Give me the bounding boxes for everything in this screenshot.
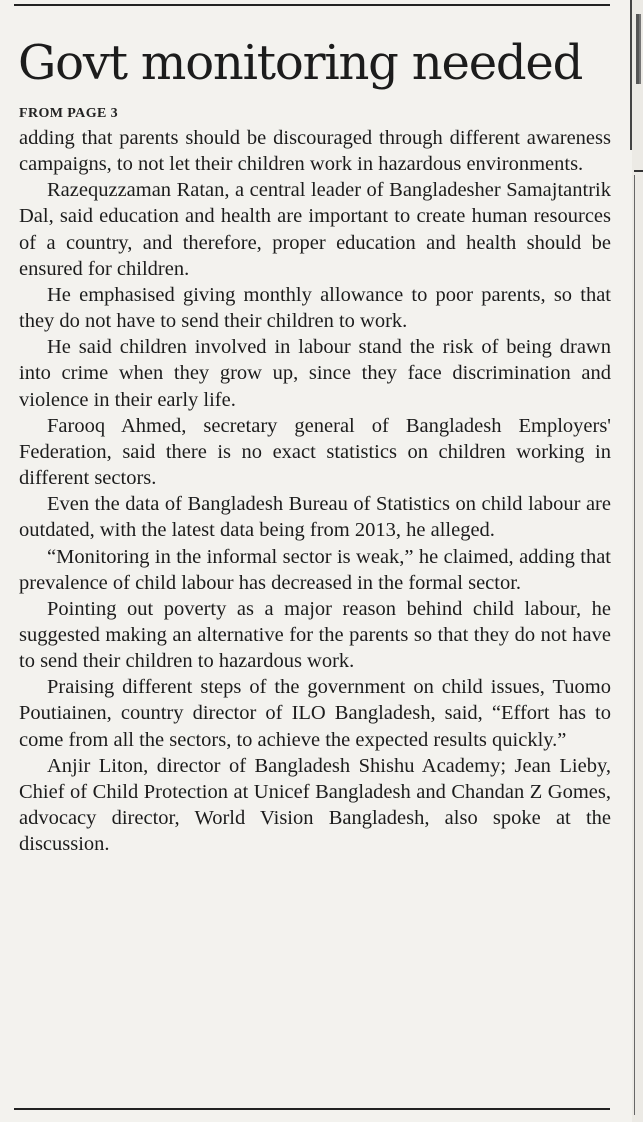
paragraph: Praising different steps of the government on child issues, Tuomo Poutiainen, country director of ILO Bangladesh, said, “Effort has to come from all the sectors, to achieve the expected results quickly.” — [19, 676, 611, 751]
paragraph: Farooq Ahmed, secretary general of Bangladesh Employers' Federation, said there is no exact statistics on children working in different sectors. — [19, 414, 611, 490]
bottom-rule — [14, 1108, 610, 1110]
adjacent-column-fragment — [636, 14, 641, 84]
jump-label: FROM PAGE 3 — [19, 106, 119, 121]
paragraph: Anjir Liton, director of Bangladesh Shishu Academy; Jean Lieby, Chief of Child Protection at Unicef Bangladesh and Chandan Z Gomes, advocacy director, World Vision Bangladesh, also spoke at the discussion. — [19, 754, 611, 856]
paragraph: Even the data of Bangladesh Bureau of Statistics on child labour are outdated, with the latest data being from 2013, he alleged. — [19, 493, 611, 542]
paragraph: He said children involved in labour stand the risk of being drawn into crime when they grow up, since they face discrimination and violence in their early life. — [19, 336, 611, 411]
adjacent-column-rule — [634, 170, 643, 172]
paragraph: “Monitoring in the informal sector is weak,” he claimed, adding that prevalence of child labour has decreased in the formal sector. — [19, 545, 611, 594]
article-body — [19, 125, 611, 857]
top-rule — [14, 4, 610, 6]
paragraph: He emphasised giving monthly allowance to poor parents, so that they do not have to send their children to work. — [19, 283, 611, 333]
paragraph: adding that parents should be discouraged through different awareness campaigns, to not let their children work in hazardous environments. — [19, 127, 611, 176]
paragraph: Razequzzaman Ratan, a central leader of Bangladesher Samajtantrik Dal, said education and health are important to create human resources of a country, and therefore, proper education and health should be ensured for children. — [19, 179, 611, 280]
article-headline: Govt monitoring needed — [18, 35, 583, 91]
adjacent-column-border — [634, 175, 635, 1115]
paragraph: Pointing out poverty as a major reason behind child labour, he suggested making an alternative for the parents so that they do not have to send their children to hazardous work. — [19, 597, 611, 673]
